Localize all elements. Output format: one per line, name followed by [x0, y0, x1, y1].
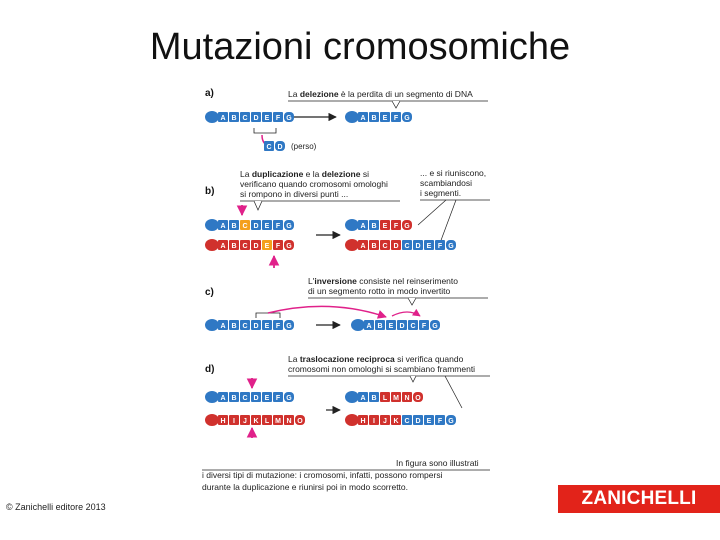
gene-label: N	[404, 395, 410, 402]
gene-label: C	[242, 323, 248, 330]
gene-label: G	[286, 243, 292, 250]
gene-label: D	[277, 144, 283, 151]
gene-label: D	[253, 395, 259, 402]
centromere	[205, 414, 219, 426]
gene-label: A	[220, 323, 226, 330]
chromosome-d-bottom-after	[345, 414, 456, 426]
centromere	[345, 414, 359, 426]
gene-label: E	[264, 115, 270, 122]
gene-label: B	[231, 395, 237, 402]
panel-b-caption-right-1: ... e si riuniscono,	[420, 168, 487, 178]
gene-label: G	[286, 323, 292, 330]
gene-label: C	[404, 243, 410, 250]
gene-label: E	[388, 323, 394, 330]
gene-label: A	[220, 223, 226, 230]
gene-label: D	[399, 323, 405, 330]
chromosome-c-after	[351, 319, 440, 331]
gene-label: B	[371, 243, 377, 250]
gene-label: E	[264, 243, 270, 250]
gene-label: G	[448, 418, 454, 425]
gene-label: O	[415, 395, 421, 402]
gene-label: G	[286, 223, 292, 230]
gene-label: O	[297, 418, 303, 425]
gene-label: I	[373, 418, 375, 425]
gene-label: G	[286, 395, 292, 402]
gene-label: G	[286, 115, 292, 122]
gene-label: A	[220, 115, 226, 122]
centromere	[345, 111, 359, 123]
centromere	[345, 391, 359, 403]
gene-label: F	[275, 115, 281, 122]
chromosome-b-top-after	[345, 219, 412, 231]
gene-label: N	[286, 418, 292, 425]
centromere	[205, 319, 219, 331]
panel-d-label: d)	[205, 364, 215, 375]
gene-label: F	[275, 395, 281, 402]
lost-label: (perso)	[291, 142, 317, 151]
gene-label: F	[275, 323, 281, 330]
gene-label: C	[382, 243, 388, 250]
centromere	[205, 219, 219, 231]
gene-label: J	[243, 418, 247, 425]
gene-label: L	[264, 418, 270, 425]
gene-label: C	[242, 115, 248, 122]
gene-label: F	[421, 323, 427, 330]
gene-label: J	[383, 418, 387, 425]
gene-label: C	[242, 395, 248, 402]
gene-label: A	[366, 323, 372, 330]
gene-label: C	[410, 323, 416, 330]
panel-d-caption-2: cromosomi non omologhi si scambiano frammenti	[288, 364, 476, 374]
gene-label: A	[360, 223, 366, 230]
gene-label: F	[437, 243, 443, 250]
gene-label: D	[253, 323, 259, 330]
gene-label: H	[220, 418, 226, 425]
gene-label: G	[404, 223, 410, 230]
gene-label: B	[231, 323, 237, 330]
gene-label: E	[426, 418, 432, 425]
gene-label: I	[233, 418, 235, 425]
panel-b-caption-right-3: i segmenti.	[420, 188, 462, 198]
panel-b-caption-1: La duplicazione e la delezione si	[240, 169, 369, 179]
chromosome-c-before	[205, 319, 294, 331]
gene-label: E	[264, 223, 270, 230]
gene-label: C	[404, 418, 410, 425]
centromere	[345, 219, 359, 231]
gene-label: D	[253, 243, 259, 250]
gene-label: F	[275, 243, 281, 250]
gene-label: G	[432, 323, 438, 330]
chromosome-d-top-before	[205, 391, 294, 403]
gene-label: B	[371, 115, 377, 122]
copyright-text: © Zanichelli editore 2013	[6, 502, 106, 512]
chromosome-d-bottom-before	[205, 414, 305, 426]
gene-label: C	[242, 243, 248, 250]
gene-label: B	[231, 115, 237, 122]
gene-label: H	[360, 418, 366, 425]
panel-b-label: b)	[205, 186, 215, 197]
gene-label: B	[231, 243, 237, 250]
chromosome-d-top-after	[345, 391, 423, 403]
centromere	[351, 319, 365, 331]
panel-b-caption-3: si rompono in diversi punti ...	[240, 189, 349, 199]
zanichelli-logo: ZANICHELLI	[558, 485, 720, 513]
panel-b-caption-right-2: scambiandosi	[420, 178, 472, 188]
chromosome-b-top-before	[205, 219, 294, 231]
footnote-line-2: i diversi tipi di mutazione: i cromosomi, infatti, possono rompersi	[202, 470, 443, 480]
chromosome-b-bottom-before	[205, 239, 294, 251]
gene-label: F	[275, 223, 281, 230]
panel-c-label: c)	[205, 287, 214, 298]
gene-label: D	[253, 115, 259, 122]
gene-label: D	[415, 243, 421, 250]
gene-label: D	[253, 223, 259, 230]
gene-label: A	[360, 243, 366, 250]
centromere	[205, 391, 219, 403]
page-title: Mutazioni cromosomiche	[149, 26, 571, 68]
panel-c-caption-1: L'inversione consiste nel reinserimento	[308, 276, 458, 286]
gene-label: K	[393, 418, 399, 425]
panel-a-label: a)	[205, 88, 214, 99]
gene-label: C	[266, 144, 272, 151]
gene-label: B	[371, 395, 377, 402]
gene-label: F	[393, 223, 399, 230]
gene-label: G	[404, 115, 410, 122]
gene-label: B	[371, 223, 377, 230]
gene-label: G	[448, 243, 454, 250]
gene-label: C	[242, 223, 248, 230]
panel-b-caption-2: verificano quando cromosomi omologhi	[240, 179, 388, 189]
gene-label: A	[220, 243, 226, 250]
gene-label: M	[393, 395, 399, 402]
centromere	[205, 239, 219, 251]
panel-d-caption-1: La traslocazione reciproca si verifica quando	[288, 354, 464, 364]
gene-label: M	[275, 418, 281, 425]
gene-label: A	[360, 115, 366, 122]
footnote-line-3: durante la duplicazione e riunirsi poi in modo scorretto.	[202, 482, 409, 492]
chromosome-a-before	[205, 111, 294, 123]
centromere	[205, 111, 219, 123]
gene-label: E	[264, 395, 270, 402]
gene-label: E	[264, 323, 270, 330]
gene-label: B	[231, 223, 237, 230]
gene-label: A	[220, 395, 226, 402]
gene-label: E	[382, 223, 388, 230]
gene-label: F	[437, 418, 443, 425]
panel-a-caption: La delezione è la perdita di un segmento di DNA	[288, 89, 473, 99]
centromere	[345, 239, 359, 251]
footnote-line-1: In figura sono illustrati	[396, 458, 479, 468]
gene-label: E	[382, 115, 388, 122]
gene-label: D	[415, 418, 421, 425]
gene-label: F	[393, 115, 399, 122]
gene-label: A	[360, 395, 366, 402]
panel-c-caption-2: di un segmento rotto in modo invertito	[308, 286, 451, 296]
gene-label: D	[393, 243, 399, 250]
gene-label: K	[253, 418, 259, 425]
chromosome-b-bottom-after	[345, 239, 456, 251]
gene-label: B	[377, 323, 383, 330]
gene-label: L	[382, 395, 388, 402]
chromosome-a-lost	[264, 141, 285, 151]
gene-label: E	[426, 243, 432, 250]
chromosome-a-after	[345, 111, 412, 123]
